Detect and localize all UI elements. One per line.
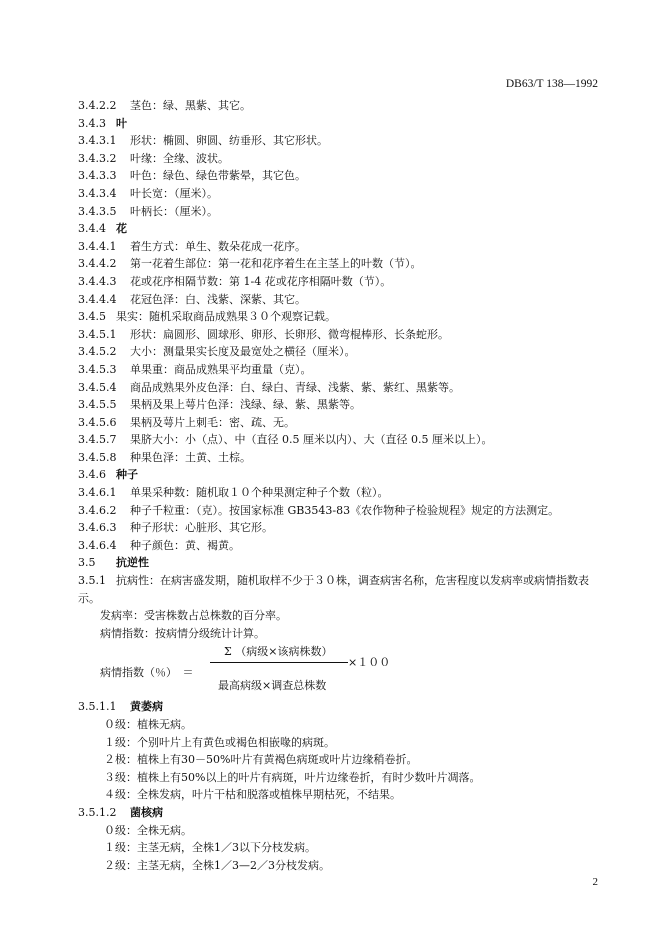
- clause-text: 叶: [116, 116, 127, 130]
- clause-text: 抗逆性: [116, 556, 149, 570]
- clause-text: 茎色：绿、黑紫、其它。: [130, 99, 251, 112]
- clause-number: 3.5.1.1: [78, 700, 117, 714]
- clause-number: 3.4.3.1: [78, 134, 117, 148]
- document-body: [78, 97, 608, 874]
- sclerotinia-grade-list: [78, 822, 608, 875]
- grade-item: １级：个别叶片上有黄色或褐色相嵌喙的病斑。: [104, 735, 335, 749]
- clause-row: [78, 554, 608, 572]
- disease-index-formula: [78, 642, 608, 698]
- clause-row: [78, 502, 608, 520]
- clause-row: [78, 291, 608, 309]
- clause-text: 叶长宽：（厘米）。: [130, 186, 218, 200]
- clause-text: 叶柄长：（厘米）。: [130, 204, 218, 218]
- clause-number: 3.4.4.2: [78, 257, 117, 271]
- clause-text: 叶色：绿色、绿色带紫晕，其它色。: [130, 169, 306, 183]
- clause-number: 3.4.2.2: [78, 99, 117, 112]
- clause-row: [78, 203, 608, 221]
- clause-row: [78, 537, 608, 555]
- clause-number: 3.4.3.5: [78, 204, 117, 218]
- clause-row: [78, 343, 608, 361]
- clause-number: 3.4.6: [78, 468, 106, 482]
- formula-denominator: 最高病级×调查总株数: [218, 679, 327, 693]
- clause-number: 3.4.4.4: [78, 292, 117, 306]
- clause-row: [78, 150, 608, 168]
- clause-text: 种子颜色：黄、褐黄。: [130, 538, 240, 552]
- clause-text: 果脐大小：小（点）、中（直径 0.5 厘米以内）、大（直径 0.5 厘米以上）。: [130, 433, 493, 447]
- clause-text: 花: [116, 222, 127, 236]
- clause-text: 形状：椭圆、卵圆、纺垂形、其它形状。: [130, 134, 328, 148]
- clause-number: 3.4.6.3: [78, 521, 117, 535]
- clause-title: 菌核病: [130, 805, 163, 819]
- clause-number: 3.4.5.7: [78, 433, 117, 447]
- grade-item: ２级：主茎无病，全株1／3—2／3分枝发病。: [104, 858, 330, 872]
- clause-text: 商品成熟果外皮色泽：白、绿白、青绿、浅紫、紫、紫红、黑紫等。: [130, 380, 460, 394]
- grade-item: ３级：植株上有50%以上的叶片有病斑，叶片边缘卷折，有时少数叶片凋落。: [104, 770, 481, 784]
- clause-number: 3.4.4.3: [78, 274, 117, 288]
- clause-row: [78, 132, 608, 150]
- clause-row: [78, 431, 608, 449]
- clause-list: [78, 97, 608, 572]
- formula-lhs: 病情指数（％） ＝: [100, 666, 194, 680]
- clause-row: [78, 185, 608, 203]
- clause-text: 花冠色泽：白、浅紫、深紫、其它。: [130, 292, 306, 306]
- clause-row: [78, 361, 608, 379]
- clause-text: 果柄及果上萼片色泽：浅绿、绿、紫、黑紫等。: [130, 398, 361, 412]
- clause-number: 3.4.5.1: [78, 327, 117, 341]
- clause-3-5-1-2: [78, 804, 608, 822]
- clause-3-5-1-1: [78, 698, 608, 716]
- wilt-grade-list: [78, 716, 608, 804]
- clause-row: [78, 396, 608, 414]
- clause-number: 3.4.6.2: [78, 503, 117, 517]
- clause-number: 3.4.3.2: [78, 151, 117, 165]
- clause-number: 3.4.5.8: [78, 450, 117, 464]
- grade-item: ４级：全株发病，叶片干枯和脱落或植株早期枯死，不结果。: [104, 788, 401, 802]
- clause-number: 3.4.3.3: [78, 169, 117, 183]
- clause-number: 3.4.3.4: [78, 186, 117, 200]
- clause-number: 3.5.1.2: [78, 805, 117, 819]
- grade-item: ０级：全株无病。: [104, 823, 192, 837]
- clause-text: 着生方式：单生、数朵花成一花序。: [130, 239, 306, 253]
- formula-multiplier: ×１００: [348, 656, 391, 670]
- clause-text: 种子形状：心脏形、其它形。: [130, 521, 273, 535]
- clause-row: [78, 255, 608, 273]
- clause-text: 果实：随机采取商品成熟果３０个观察记载。: [116, 310, 336, 324]
- clause-text: 花或花序相隔节数：第 1-4 花或花序相隔叶数（节）。: [130, 274, 392, 288]
- clause-number: 3.4.5.2: [78, 345, 117, 359]
- clause-number: 3.4.5.5: [78, 398, 117, 412]
- clause-text: 种果色泽：土黄、土棕。: [130, 450, 251, 464]
- clause-row: [78, 379, 608, 397]
- clause-number: 3.4.4.1: [78, 239, 117, 253]
- clause-text: 第一花着生部位：第一花和花序着生在主茎上的叶数（节）。: [130, 257, 422, 271]
- document-code-header: DB63/T 138—1992: [505, 78, 598, 90]
- clause-row: [78, 519, 608, 537]
- clause-row: [78, 449, 608, 467]
- fraction-bar: [210, 662, 348, 663]
- clause-text: 种子: [116, 468, 138, 482]
- grade-item: ０级：植株无病。: [104, 718, 192, 731]
- clause-row: [78, 466, 608, 484]
- clause-number: 3.5.1: [78, 574, 106, 588]
- page-number: 2: [592, 876, 598, 888]
- clause-text: 种子千粒重：（克）。按国家标准 GB3543-83《农作物种子检验规程》规定的方法测定。: [130, 503, 560, 517]
- clause-row: [78, 308, 608, 326]
- clause-row: [78, 115, 608, 133]
- clause-number: 3.4.5.3: [78, 362, 117, 376]
- definition-disease-index: 病情指数：按病情分级统计计算。: [100, 626, 265, 640]
- grade-item: ２极：植株上有30－50%叶片有黄褐色病斑或叶片边缘稍卷折。: [104, 753, 418, 767]
- clause-row: [78, 484, 608, 502]
- clause-number: 3.4.4: [78, 222, 106, 236]
- clause-row: [78, 326, 608, 344]
- clause-text: 大小：测量果实长度及最宽处之横径（厘米）。: [130, 345, 356, 359]
- clause-number: 3.4.3: [78, 116, 106, 130]
- grade-item: １级：主茎无病，全株1／3以下分枝发病。: [104, 841, 316, 855]
- clause-row: [78, 97, 608, 115]
- clause-text: 单果采种数：随机取１０个种果测定种子个数（粒）。: [130, 486, 389, 500]
- clause-text: 形状：扁圆形、圆球形、卵形、长卵形、微弯棍棒形、长条蛇形。: [130, 327, 449, 341]
- clause-row: [78, 273, 608, 291]
- clause-row: [78, 167, 608, 185]
- clause-text: 抗病性：在病害盛发期，随机取样不少于３０株，调查病害名称，危害程度以发病率或病情指数表示。: [78, 574, 589, 605]
- clause-title: 黄萎病: [130, 700, 163, 714]
- clause-text: 叶缘：全缘、波状。: [130, 151, 229, 165]
- clause-text: 果柄及萼片上刺毛：密、疏、无。: [130, 415, 295, 429]
- clause-row: [78, 414, 608, 432]
- clause-number: 3.4.5: [78, 310, 106, 324]
- definition-incidence-rate: 发病率：受害株数占总株数的百分率。: [100, 609, 287, 623]
- clause-number: 3.4.5.6: [78, 415, 117, 429]
- clause-text: 单果重：商品成熟果平均重量（克）。: [130, 362, 312, 376]
- clause-number: 3.4.5.4: [78, 380, 117, 394]
- clause-number: 3.5: [78, 556, 96, 570]
- formula-numerator: Σ （病级×该病株数）: [224, 645, 333, 659]
- clause-number: 3.4.6.4: [78, 538, 117, 552]
- clause-row: [78, 238, 608, 256]
- clause-3-5-1: [78, 572, 608, 607]
- clause-row: [78, 220, 608, 238]
- clause-number: 3.4.6.1: [78, 486, 117, 500]
